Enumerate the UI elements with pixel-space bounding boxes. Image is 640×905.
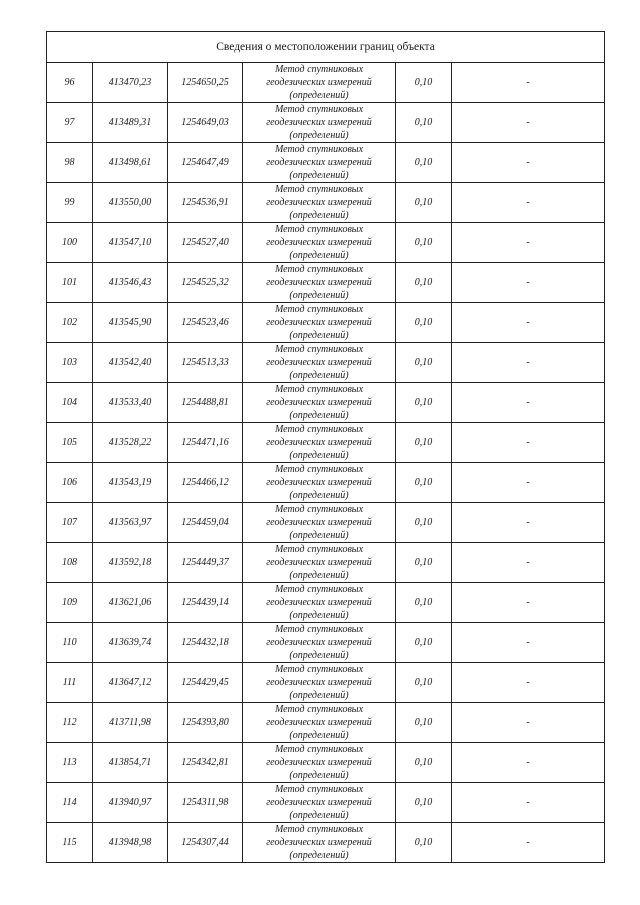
method-line-2: геодезических измерений xyxy=(266,557,372,568)
y-coordinate-cell: 1254432,18 xyxy=(168,623,243,663)
accuracy-cell: 0,10 xyxy=(396,463,452,503)
method-cell xyxy=(243,463,396,503)
table-row xyxy=(47,623,605,663)
description-cell: - xyxy=(452,223,605,263)
table-row xyxy=(47,463,605,503)
accuracy-cell: 0,10 xyxy=(396,343,452,383)
y-coordinate-cell: 1254449,37 xyxy=(168,543,243,583)
description-cell: - xyxy=(452,143,605,183)
method-line-2: геодезических измерений xyxy=(266,117,372,128)
table-row xyxy=(47,303,605,343)
x-coordinate-cell: 413546,43 xyxy=(93,263,168,303)
method-line-2: геодезических измерений xyxy=(266,797,372,808)
accuracy-cell: 0,10 xyxy=(396,183,452,223)
table-row xyxy=(47,783,605,823)
method-line-1: Метод спутниковых xyxy=(274,704,364,715)
description-cell: - xyxy=(452,183,605,223)
method-line-1: Метод спутниковых xyxy=(274,744,364,755)
boundary-coordinates-table xyxy=(46,31,605,863)
method-line-3: (определений) xyxy=(289,170,349,181)
method-line-3: (определений) xyxy=(289,210,349,221)
y-coordinate-cell: 1254307,44 xyxy=(168,823,243,863)
accuracy-cell: 0,10 xyxy=(396,663,452,703)
method-line-3: (определений) xyxy=(289,530,349,541)
method-cell xyxy=(243,423,396,463)
method-line-1: Метод спутниковых xyxy=(274,824,364,835)
x-coordinate-cell: 413621,06 xyxy=(93,583,168,623)
method-cell xyxy=(243,223,396,263)
table-row xyxy=(47,503,605,543)
method-line-1: Метод спутниковых xyxy=(274,544,364,555)
method-line-1: Метод спутниковых xyxy=(274,224,364,235)
x-coordinate-cell: 413711,98 xyxy=(93,703,168,743)
x-coordinate-cell: 413542,40 xyxy=(93,343,168,383)
x-coordinate-cell: 413592,18 xyxy=(93,543,168,583)
method-cell xyxy=(243,263,396,303)
accuracy-cell: 0,10 xyxy=(396,143,452,183)
method-line-2: геодезических измерений xyxy=(266,237,372,248)
description-cell: - xyxy=(452,743,605,783)
description-cell: - xyxy=(452,503,605,543)
method-cell xyxy=(243,63,396,103)
description-cell: - xyxy=(452,303,605,343)
method-cell xyxy=(243,663,396,703)
description-cell: - xyxy=(452,583,605,623)
method-line-2: геодезических измерений xyxy=(266,717,372,728)
x-coordinate-cell: 413498,61 xyxy=(93,143,168,183)
method-cell xyxy=(243,343,396,383)
method-line-1: Метод спутниковых xyxy=(274,184,364,195)
point-number-cell: 110 xyxy=(47,623,93,663)
point-number-cell: 100 xyxy=(47,223,93,263)
accuracy-cell: 0,10 xyxy=(396,263,452,303)
table-row xyxy=(47,383,605,423)
table-row xyxy=(47,143,605,183)
x-coordinate-cell: 413470,23 xyxy=(93,63,168,103)
accuracy-cell: 0,10 xyxy=(396,583,452,623)
description-cell: - xyxy=(452,543,605,583)
method-line-3: (определений) xyxy=(289,250,349,261)
table-row xyxy=(47,743,605,783)
method-cell xyxy=(243,383,396,423)
table-row xyxy=(47,663,605,703)
description-cell: - xyxy=(452,623,605,663)
point-number-cell: 113 xyxy=(47,743,93,783)
table-row xyxy=(47,703,605,743)
x-coordinate-cell: 413948,98 xyxy=(93,823,168,863)
description-cell: - xyxy=(452,103,605,143)
accuracy-cell: 0,10 xyxy=(396,743,452,783)
y-coordinate-cell: 1254513,33 xyxy=(168,343,243,383)
point-number-cell: 107 xyxy=(47,503,93,543)
method-line-3: (определений) xyxy=(289,650,349,661)
y-coordinate-cell: 1254527,40 xyxy=(168,223,243,263)
y-coordinate-cell: 1254471,16 xyxy=(168,423,243,463)
method-line-1: Метод спутниковых xyxy=(274,664,364,675)
point-number-cell: 108 xyxy=(47,543,93,583)
y-coordinate-cell: 1254649,03 xyxy=(168,103,243,143)
y-coordinate-cell: 1254429,45 xyxy=(168,663,243,703)
description-cell: - xyxy=(452,263,605,303)
point-number-cell: 106 xyxy=(47,463,93,503)
y-coordinate-cell: 1254523,46 xyxy=(168,303,243,343)
accuracy-cell: 0,10 xyxy=(396,783,452,823)
method-line-1: Метод спутниковых xyxy=(274,384,364,395)
y-coordinate-cell: 1254466,12 xyxy=(168,463,243,503)
method-line-3: (определений) xyxy=(289,770,349,781)
method-cell xyxy=(243,103,396,143)
y-coordinate-cell: 1254488,81 xyxy=(168,383,243,423)
point-number-cell: 109 xyxy=(47,583,93,623)
point-number-cell: 115 xyxy=(47,823,93,863)
y-coordinate-cell: 1254536,91 xyxy=(168,183,243,223)
x-coordinate-cell: 413545,90 xyxy=(93,303,168,343)
method-line-1: Метод спутниковых xyxy=(274,624,364,635)
accuracy-cell: 0,10 xyxy=(396,823,452,863)
method-line-2: геодезических измерений xyxy=(266,517,372,528)
x-coordinate-cell: 413543,19 xyxy=(93,463,168,503)
x-coordinate-cell: 413528,22 xyxy=(93,423,168,463)
method-cell xyxy=(243,823,396,863)
point-number-cell: 103 xyxy=(47,343,93,383)
x-coordinate-cell: 413550,00 xyxy=(93,183,168,223)
method-line-1: Метод спутниковых xyxy=(274,504,364,515)
accuracy-cell: 0,10 xyxy=(396,543,452,583)
y-coordinate-cell: 1254650,25 xyxy=(168,63,243,103)
x-coordinate-cell: 413639,74 xyxy=(93,623,168,663)
x-coordinate-cell: 413489,31 xyxy=(93,103,168,143)
method-line-1: Метод спутниковых xyxy=(274,104,364,115)
method-line-3: (определений) xyxy=(289,410,349,421)
method-line-3: (определений) xyxy=(289,690,349,701)
method-cell xyxy=(243,703,396,743)
method-line-1: Метод спутниковых xyxy=(274,144,364,155)
y-coordinate-cell: 1254311,98 xyxy=(168,783,243,823)
point-number-cell: 99 xyxy=(47,183,93,223)
method-line-2: геодезических измерений xyxy=(266,837,372,848)
method-line-3: (определений) xyxy=(289,450,349,461)
method-line-1: Метод спутниковых xyxy=(274,464,364,475)
method-line-1: Метод спутниковых xyxy=(274,344,364,355)
table-row xyxy=(47,543,605,583)
point-number-cell: 97 xyxy=(47,103,93,143)
accuracy-cell: 0,10 xyxy=(396,303,452,343)
method-line-2: геодезических измерений xyxy=(266,277,372,288)
point-number-cell: 104 xyxy=(47,383,93,423)
accuracy-cell: 0,10 xyxy=(396,223,452,263)
accuracy-cell: 0,10 xyxy=(396,103,452,143)
method-cell xyxy=(243,183,396,223)
method-line-2: геодезических измерений xyxy=(266,157,372,168)
description-cell: - xyxy=(452,663,605,703)
table-row xyxy=(47,103,605,143)
table-title: Сведения о местоположении границ объекта xyxy=(47,32,605,63)
point-number-cell: 111 xyxy=(47,663,93,703)
table-row xyxy=(47,183,605,223)
method-cell xyxy=(243,543,396,583)
y-coordinate-cell: 1254342,81 xyxy=(168,743,243,783)
point-number-cell: 112 xyxy=(47,703,93,743)
method-line-3: (определений) xyxy=(289,490,349,501)
method-line-3: (определений) xyxy=(289,850,349,861)
method-cell xyxy=(243,743,396,783)
method-cell xyxy=(243,783,396,823)
method-line-1: Метод спутниковых xyxy=(274,584,364,595)
x-coordinate-cell: 413647,12 xyxy=(93,663,168,703)
method-cell xyxy=(243,583,396,623)
x-coordinate-cell: 413533,40 xyxy=(93,383,168,423)
method-line-2: геодезических измерений xyxy=(266,597,372,608)
y-coordinate-cell: 1254525,32 xyxy=(168,263,243,303)
table-row xyxy=(47,63,605,103)
method-line-3: (определений) xyxy=(289,130,349,141)
table-row xyxy=(47,423,605,463)
point-number-cell: 102 xyxy=(47,303,93,343)
x-coordinate-cell: 413547,10 xyxy=(93,223,168,263)
method-line-3: (определений) xyxy=(289,570,349,581)
x-coordinate-cell: 413940,97 xyxy=(93,783,168,823)
point-number-cell: 101 xyxy=(47,263,93,303)
x-coordinate-cell: 413563,97 xyxy=(93,503,168,543)
method-line-2: геодезических измерений xyxy=(266,477,372,488)
boundary-coordinates-document xyxy=(46,31,604,863)
table-row xyxy=(47,223,605,263)
method-cell xyxy=(243,143,396,183)
method-line-2: геодезических измерений xyxy=(266,317,372,328)
table-row xyxy=(47,343,605,383)
description-cell: - xyxy=(452,383,605,423)
point-number-cell: 98 xyxy=(47,143,93,183)
accuracy-cell: 0,10 xyxy=(396,383,452,423)
method-line-1: Метод спутниковых xyxy=(274,64,364,75)
table-row xyxy=(47,583,605,623)
table-row xyxy=(47,823,605,863)
method-line-3: (определений) xyxy=(289,730,349,741)
point-number-cell: 105 xyxy=(47,423,93,463)
description-cell: - xyxy=(452,783,605,823)
accuracy-cell: 0,10 xyxy=(396,703,452,743)
method-line-2: геодезических измерений xyxy=(266,757,372,768)
method-line-3: (определений) xyxy=(289,610,349,621)
description-cell: - xyxy=(452,63,605,103)
description-cell: - xyxy=(452,823,605,863)
accuracy-cell: 0,10 xyxy=(396,63,452,103)
method-line-2: геодезических измерений xyxy=(266,357,372,368)
accuracy-cell: 0,10 xyxy=(396,623,452,663)
description-cell: - xyxy=(452,343,605,383)
method-line-2: геодезических измерений xyxy=(266,397,372,408)
method-line-2: геодезических измерений xyxy=(266,197,372,208)
x-coordinate-cell: 413854,71 xyxy=(93,743,168,783)
description-cell: - xyxy=(452,463,605,503)
accuracy-cell: 0,10 xyxy=(396,423,452,463)
accuracy-cell: 0,10 xyxy=(396,503,452,543)
point-number-cell: 96 xyxy=(47,63,93,103)
method-line-3: (определений) xyxy=(289,370,349,381)
method-line-1: Метод спутниковых xyxy=(274,784,364,795)
method-line-2: геодезических измерений xyxy=(266,77,372,88)
method-line-1: Метод спутниковых xyxy=(274,424,364,435)
method-line-3: (определений) xyxy=(289,90,349,101)
point-number-cell: 114 xyxy=(47,783,93,823)
method-cell xyxy=(243,303,396,343)
method-line-1: Метод спутниковых xyxy=(274,304,364,315)
y-coordinate-cell: 1254439,14 xyxy=(168,583,243,623)
method-line-2: геодезических измерений xyxy=(266,677,372,688)
description-cell: - xyxy=(452,423,605,463)
method-line-2: геодезических измерений xyxy=(266,437,372,448)
method-line-3: (определений) xyxy=(289,330,349,341)
table-row xyxy=(47,263,605,303)
method-line-3: (определений) xyxy=(289,810,349,821)
y-coordinate-cell: 1254393,80 xyxy=(168,703,243,743)
table-title-row xyxy=(47,32,605,63)
description-cell: - xyxy=(452,703,605,743)
method-cell xyxy=(243,503,396,543)
method-cell xyxy=(243,623,396,663)
method-line-2: геодезических измерений xyxy=(266,637,372,648)
y-coordinate-cell: 1254459,04 xyxy=(168,503,243,543)
method-line-3: (определений) xyxy=(289,290,349,301)
method-line-1: Метод спутниковых xyxy=(274,264,364,275)
y-coordinate-cell: 1254647,49 xyxy=(168,143,243,183)
